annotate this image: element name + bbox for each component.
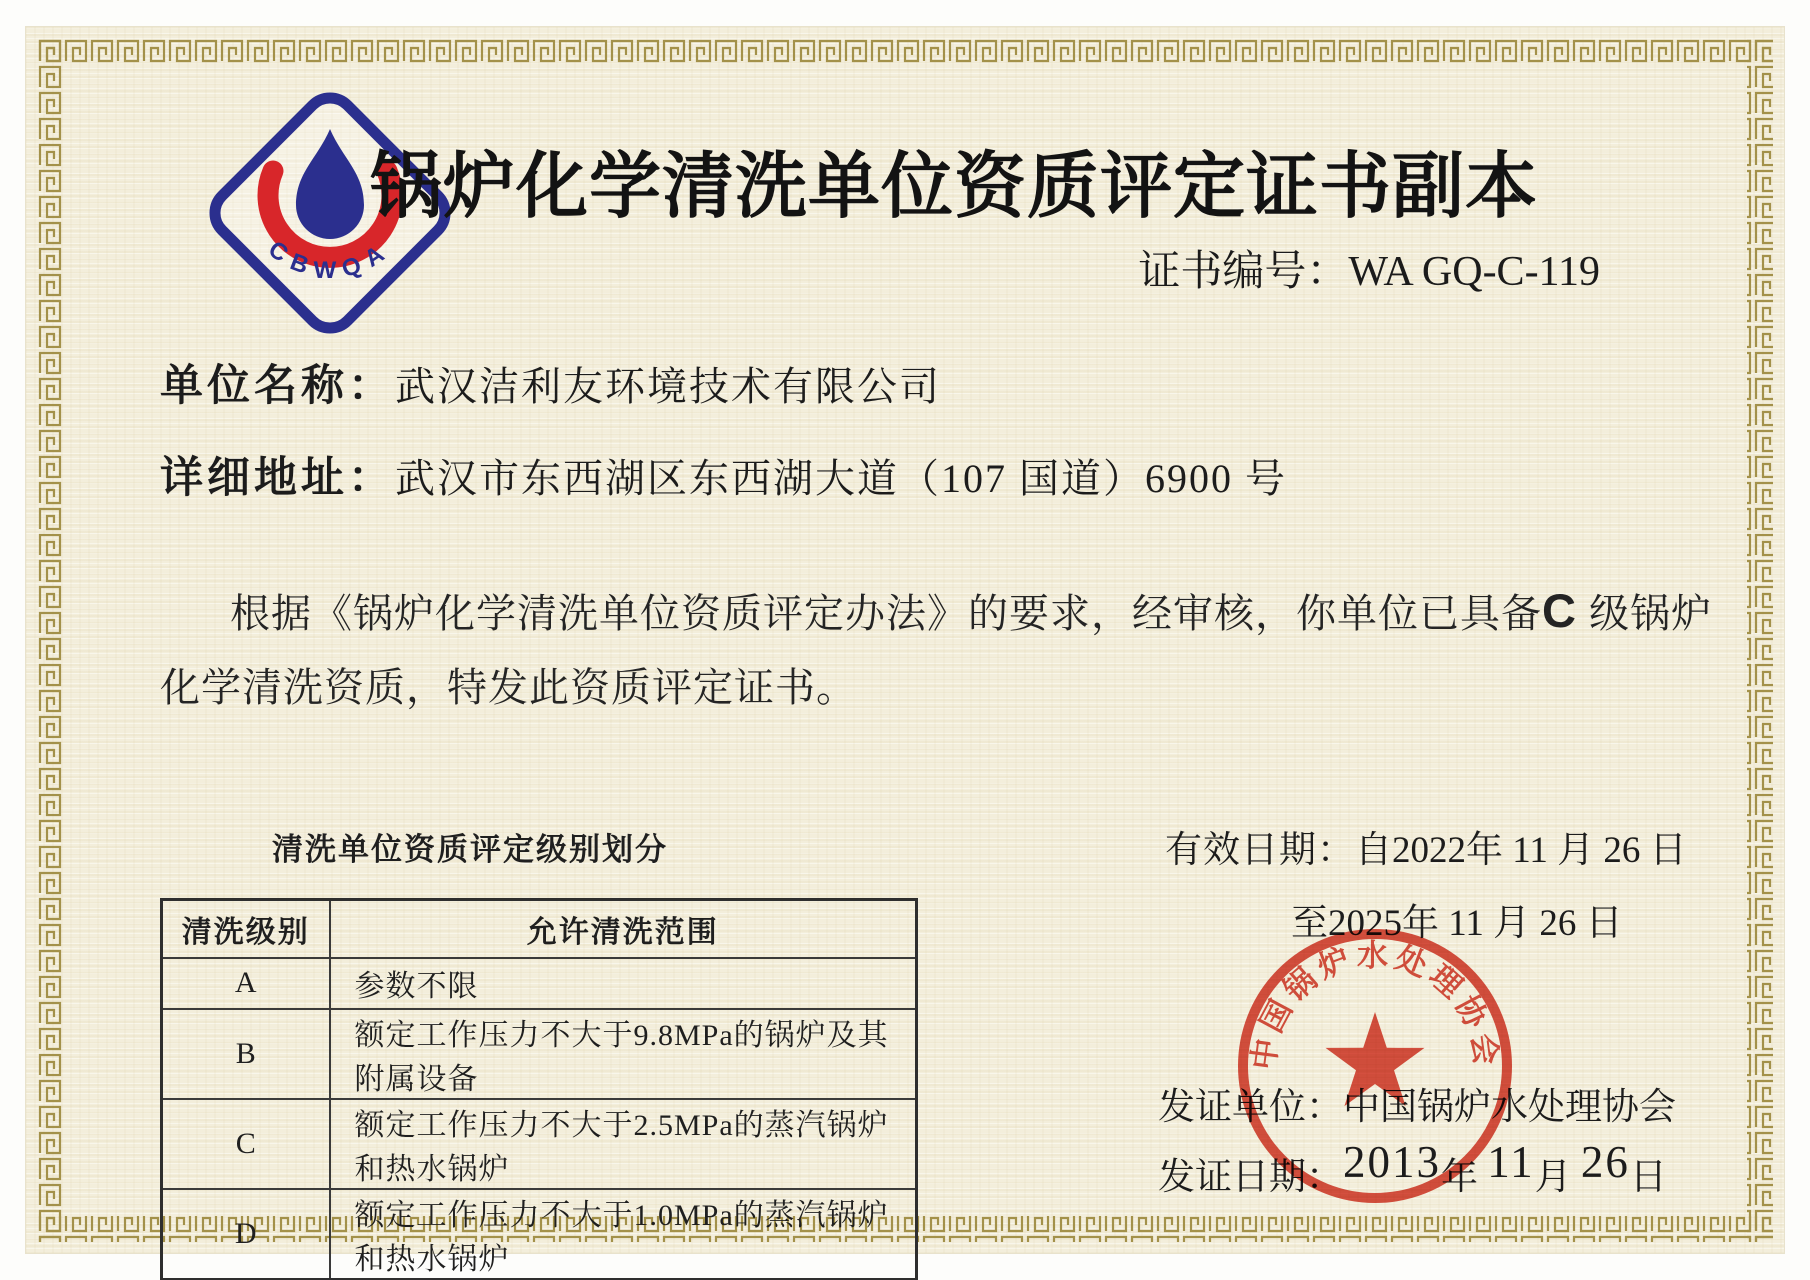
table-row — [162, 1189, 917, 1280]
level-cell: B — [162, 1009, 330, 1099]
validity-to-value: 至2025年 11 月 26 日 — [1291, 903, 1623, 944]
issue-date-label: 发证日期： — [1158, 1157, 1343, 1198]
issuer-value: 中国锅炉水处理协会 — [1343, 1087, 1676, 1128]
seal-text: 中国锅炉水处理协会 — [1245, 937, 1505, 1072]
issuer-label: 发证单位： — [1158, 1087, 1343, 1128]
table-row — [162, 1009, 917, 1099]
table-header-scope: 允许清洗范围 — [330, 900, 917, 958]
validity-from-row — [1165, 819, 1687, 873]
unit-name-label: 单位名称： — [160, 363, 395, 410]
body-text-before-grade: 根据《锅炉化学清洗单位资质评定办法》的要求，经审核，你单位已具备 — [230, 592, 1542, 636]
certificate-paper — [25, 26, 1785, 1276]
issue-year-unit: 年 — [1441, 1157, 1478, 1198]
border-top — [37, 38, 1773, 64]
address-value: 武汉市东西湖区东西湖大道（107 国道）6900 号 — [395, 456, 1287, 501]
table-header-level: 清洗级别 — [162, 900, 330, 958]
table-title: 清洗单位资质评定级别划分 — [272, 832, 668, 867]
scope-cell: 参数不限 — [330, 958, 917, 1009]
scope-cell: 额定工作压力不大于1.0MPa的蒸汽锅炉和热水锅炉 — [330, 1189, 917, 1280]
body-paragraph — [160, 574, 1720, 725]
issue-month-value: 11 — [1487, 1137, 1535, 1187]
validity-label: 有效日期： — [1165, 830, 1355, 871]
official-seal — [1225, 916, 1525, 1216]
unit-name-row — [160, 352, 941, 413]
validity-from-value: 自2022年 11 月 26 日 — [1355, 830, 1687, 871]
qualification-table — [160, 898, 918, 1280]
seal-star-icon — [1326, 1012, 1425, 1106]
level-cell: C — [162, 1099, 330, 1189]
issue-month-unit: 月 — [1534, 1157, 1572, 1198]
body-text-after-grade: 级锅炉化学清洗资质，特发此资质评定证书。 — [160, 592, 1713, 710]
border-left — [37, 38, 63, 1242]
unit-name-value: 武汉洁利友环境技术有限公司 — [395, 364, 941, 409]
table-row — [162, 958, 917, 1009]
level-cell: A — [162, 958, 330, 1009]
level-cell: D — [162, 1189, 330, 1280]
address-row — [160, 444, 1287, 505]
table-header-row — [162, 900, 917, 958]
issue-day-value: 26 — [1580, 1137, 1630, 1187]
certificate-number-value: WA GQ-C-119 — [1348, 249, 1600, 295]
issue-day-unit: 日 — [1629, 1157, 1667, 1198]
certificate-title: 锅炉化学清洗单位资质评定证书副本 — [370, 147, 1539, 227]
certificate-number-label: 证书编号： — [1138, 249, 1349, 295]
issue-year-value: 2013 — [1343, 1137, 1441, 1187]
scope-cell: 额定工作压力不大于2.5MPa的蒸汽锅炉和热水锅炉 — [330, 1099, 917, 1189]
certificate-number-line — [1040, 238, 1600, 298]
grade-value: C — [1542, 584, 1577, 637]
address-label: 详细地址： — [160, 455, 395, 502]
scope-cell: 额定工作压力不大于9.8MPa的锅炉及其附属设备 — [330, 1009, 917, 1099]
water-drop-icon — [296, 129, 364, 239]
table-row — [162, 1099, 917, 1189]
logo-acronym: CBWQA — [263, 235, 397, 285]
border-right — [1747, 38, 1773, 1242]
